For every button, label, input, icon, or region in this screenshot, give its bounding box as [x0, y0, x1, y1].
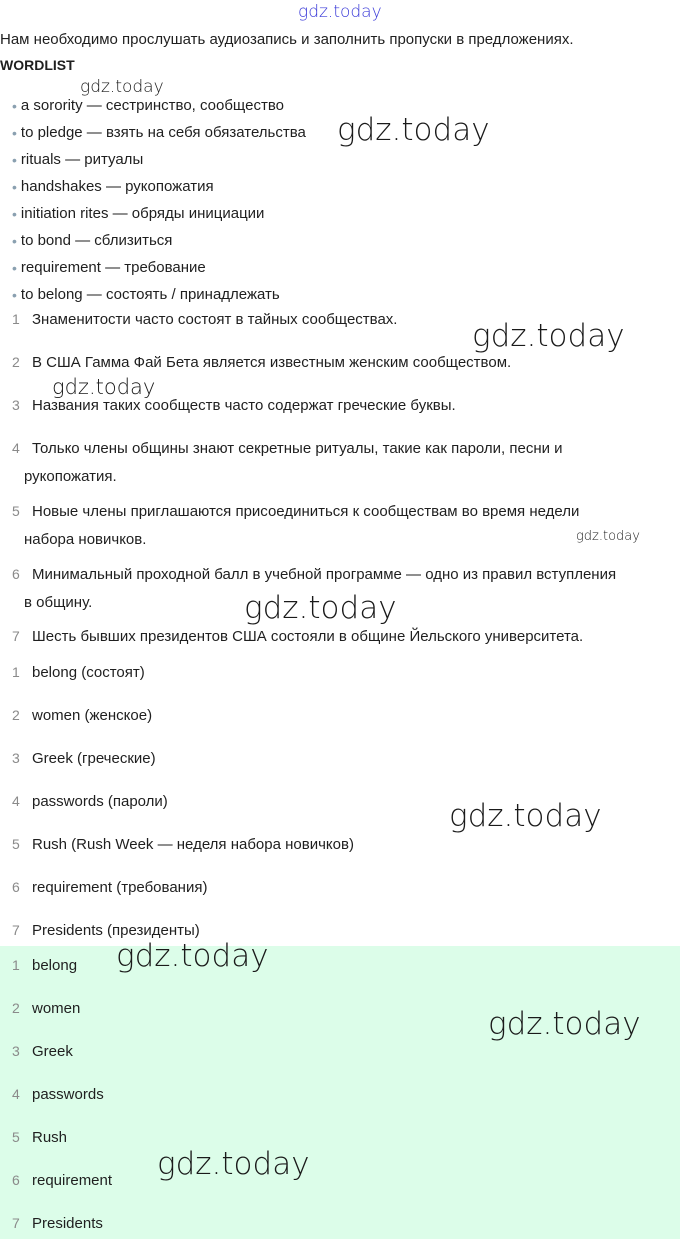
answer-explained-item: 5 Rush (Rush Week — неделя набора новичков) — [12, 836, 354, 853]
watermark: gdz.today — [337, 112, 490, 148]
answer-explained-item: 2 women (женское) — [12, 707, 153, 724]
answer-final-item: 7 Presidents — [12, 1215, 103, 1232]
list-item: • handshakes — рукопожатия — [12, 177, 214, 195]
list-item: • rituals — ритуалы — [12, 150, 144, 168]
sentence-item: 6 Минимальный проходной балл в учебной программе — одно из правил вступления в общину. — [12, 566, 617, 611]
list-item: • requirement — требование — [12, 258, 206, 276]
watermark: gdz.today — [52, 375, 156, 399]
watermark: gdz.today — [157, 1146, 310, 1182]
answer-final-item: 5 Rush — [12, 1129, 68, 1146]
answer-final-item: 3 Greek — [12, 1043, 73, 1060]
sentence-item: 1 Знаменитости часто состоят в тайных сообществах. — [12, 311, 398, 328]
list-item: • a sorority — сестринство, сообщество — [12, 96, 284, 114]
bullet-icon: • — [12, 151, 17, 168]
list-item: • to bond — сблизиться — [12, 231, 173, 249]
sentence-item: 2 В США Гамма Фай Бета является известным женским сообществом. — [12, 354, 512, 371]
bullet-icon: • — [12, 286, 17, 303]
watermark: gdz.today — [449, 798, 602, 834]
list-item: • to belong — состоять / принадлежать — [12, 285, 280, 303]
watermark: gdz.today — [80, 77, 164, 97]
bullet-icon: • — [12, 205, 17, 222]
watermark: gdz.today — [488, 1006, 641, 1042]
watermark: gdz.today — [576, 529, 640, 544]
bullet-icon: • — [12, 232, 17, 249]
answer-explained-item: 3 Greek (греческие) — [12, 750, 156, 767]
watermark: gdz.today — [472, 318, 625, 354]
answer-final-item: 6 requirement — [12, 1172, 113, 1189]
answer-explained-item: 7 Presidents (президенты) — [12, 922, 200, 939]
sentence-item: 3 Названия таких сообществ часто содержат греческие буквы. — [12, 397, 456, 414]
answer-explained-item: 1 belong (состоят) — [12, 664, 145, 681]
list-item: • to pledge — взять на себя обязательства — [12, 123, 306, 141]
watermark: gdz.today — [244, 590, 397, 626]
watermark: gdz.today — [116, 938, 269, 974]
list-item: • initiation rites — обряды инициации — [12, 204, 265, 222]
wordlist-heading: WORDLIST — [0, 57, 75, 73]
answer-final-item: 2 women — [12, 1000, 81, 1017]
answer-explained-item: 4 passwords (пароли) — [12, 793, 168, 810]
answer-final-item: 1 belong — [12, 957, 78, 974]
sentence-item: 7 Шесть бывших президентов США состояли в общине Йельского университета. — [12, 628, 584, 645]
sentence-item: 4 Только члены общины знают секретные ритуалы, такие как пароли, песни и рукопожатия. — [12, 440, 563, 485]
wordlist — [12, 92, 306, 308]
bullet-icon: • — [12, 178, 17, 195]
task-instruction: Нам необходимо прослушать аудиозапись и заполнить пропуски в предложениях. — [0, 31, 574, 48]
sentence-item: 5 Новые члены приглашаются присоединиться к сообществам во время недели набора новичков. — [12, 503, 580, 548]
answer-explained-item: 6 requirement (требования) — [12, 879, 208, 896]
watermark-top: gdz.today — [298, 2, 382, 22]
answer-final-item: 4 passwords — [12, 1086, 104, 1103]
bullet-icon: • — [12, 124, 17, 141]
bullet-icon: • — [12, 259, 17, 276]
bullet-icon: • — [12, 97, 17, 114]
